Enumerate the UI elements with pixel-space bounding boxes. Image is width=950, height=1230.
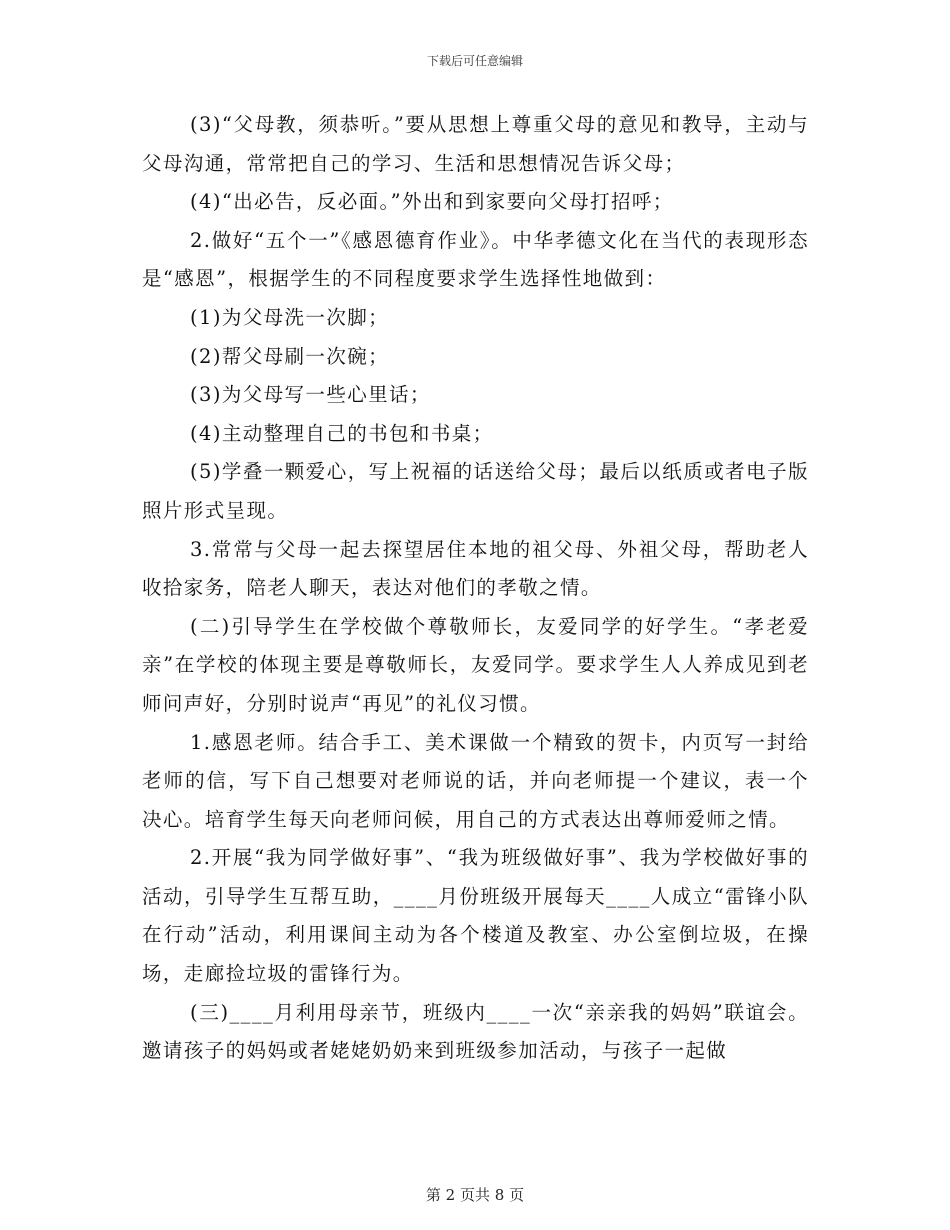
paragraph-13: (三)____月利用母亲节，班级内____一次“亲亲我的妈妈”联谊会。邀请孩子的妈妈或者姥姥奶奶来到班级参加活动，与孩子一起做 <box>142 1000 809 1063</box>
paragraph-11: 1.感恩老师。结合手工、美术课做一个精致的贺卡，内页写一封给老师的信，写下自己想要对老师说的话，并向老师提一个建议，表一个决心。培育学生每天向老师问候，用自己的方式表达出尊师爱师之情。 <box>142 730 809 831</box>
page-footer: 第 2 页共 8 页 <box>425 1186 525 1204</box>
document-body <box>142 106 809 1071</box>
paragraph-5: (2)帮父母刷一次碗； <box>190 344 390 368</box>
paragraph-8: (5)学叠一颗爱心，写上祝福的话送给父母；最后以纸质或者电子版照片形式呈现。 <box>142 460 809 522</box>
paragraph-7: (4)主动整理自己的书包和书桌； <box>190 421 494 445</box>
paragraph-9: 3.常常与父母一起去探望居住本地的祖父母、外祖父母，帮助老人收拾家务，陪老人聊天，表达对他们的孝敬之情。 <box>142 537 809 600</box>
paragraph-12: 2.开展“我为同学做好事”、“我为班级做好事”、我为学校做好事的活动，引导学生互帮互助，____月份班级开展每天____人成立“雷锋小队在行动”活动，利用课间主动为各个楼道及教室、办公室倒垃圾，在操场，走廊捡垃圾的雷锋行为。 <box>142 846 809 986</box>
paragraph-10: (二)引导学生在学校做个尊敬师长，友爱同学的好学生。“孝老爱亲”在学校的体现主要是尊敬师长，友爱同学。要求学生人人养成见到老师问声好，分别时说声“再见”的礼仪习惯。 <box>142 614 809 715</box>
page-header: 下载后可任意编辑 <box>426 54 523 68</box>
paragraph-1: (3)“父母教，须恭听。”要从思想上尊重父母的意见和教导，主动与父母沟通，常常把自己的学习、生活和思想情况告诉父母； <box>142 113 809 175</box>
paragraph-3: 2.做好“五个一”《感恩德育作业》。中华孝德文化在当代的表现形态是“感恩”，根据学生的不同程度要求学生选择性地做到： <box>142 228 809 291</box>
paragraph-4: (1)为父母洗一次脚； <box>190 305 390 329</box>
paragraph-6: (3)为父母写一些心里话； <box>190 383 431 407</box>
paragraph-2: (4)“出必告，反必面。”外出和到家要向父母打招呼； <box>190 190 674 214</box>
